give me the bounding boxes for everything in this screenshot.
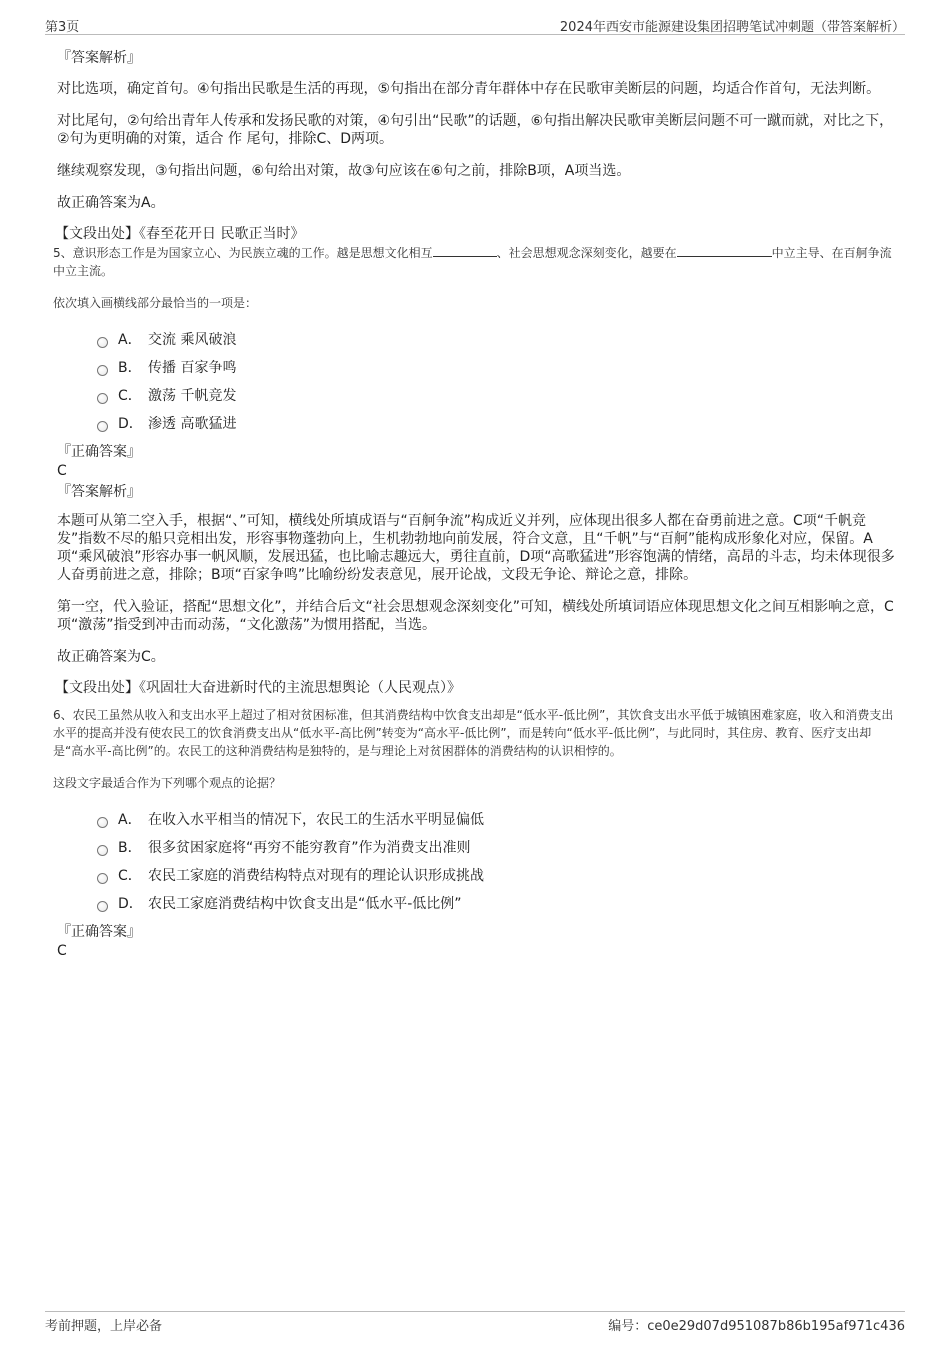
option-label: C． (118, 868, 142, 884)
question-prompt: 这段文字最适合作为下列哪个观点的论据？ (53, 776, 282, 790)
analysis-conclusion: 故正确答案为A。 (57, 195, 165, 211)
radio-icon[interactable] (97, 873, 108, 884)
question-stem-part: 、社会思想观念深刻变化，越要在 (496, 246, 677, 260)
page-footer (45, 1311, 905, 1334)
radio-icon[interactable] (97, 393, 108, 404)
option-text: 传播 百家争鸣 (148, 360, 237, 376)
option-c[interactable] (97, 382, 897, 410)
source-citation: 【文段出处】《巩固壮大奋进新时代的主流思想舆论（人民观点）》 (55, 680, 461, 696)
option-text: 渗透 高歌猛进 (148, 416, 237, 432)
correct-answer: C (57, 943, 67, 959)
answer-heading: 『正确答案』 (57, 924, 141, 940)
analysis-paragraph: 第一空，代入验证，搭配“思想文化”，并结合后文“社会思想观念深刻变化”可知，横线处所填词语应体现思想文化之间互相影响之意，C项“激荡”指受到冲击而动荡，“文化激荡”为惯用搭配，当选。 (57, 599, 894, 633)
option-d[interactable] (97, 890, 897, 918)
question-stem-part: 5、意识形态工作是为国家立心、为民族立魂的工作。越是思想文化相互 (53, 246, 433, 260)
analysis-conclusion: 故正确答案为C。 (57, 649, 165, 665)
page-number: 第3页 (45, 20, 80, 35)
page-header (45, 14, 905, 35)
option-d[interactable] (97, 410, 897, 438)
analysis-paragraph: 对比选项，确定首句。④句指出民歌是生活的再现，⑤句指出在部分青年群体中存在民歌审美断层的问题，均适合作首句，无法判断。 (57, 81, 881, 97)
option-label: B． (118, 360, 142, 376)
question-prompt: 依次填入画横线部分最恰当的一项是： (53, 296, 258, 310)
analysis-paragraph: 继续观察发现，③句指出问题，⑥句给出对策，故③句应该在⑥句之前，排除B项，A项当选。 (57, 163, 631, 179)
option-text: 农民工家庭的消费结构特点对现有的理论认识形成挑战 (148, 868, 484, 884)
answer-heading: 『正确答案』 (57, 444, 141, 460)
analysis-heading: 『答案解析』 (57, 484, 141, 500)
radio-icon[interactable] (97, 845, 108, 856)
option-text: 在收入水平相当的情况下，农民工的生活水平明显偏低 (148, 812, 484, 828)
radio-icon[interactable] (97, 365, 108, 376)
option-a[interactable] (97, 326, 897, 354)
option-text: 很多贫困家庭将“再穷不能穷教育”作为消费支出准则 (148, 840, 471, 856)
option-text: 交流 乘风破浪 (148, 332, 237, 348)
option-b[interactable] (97, 834, 897, 862)
analysis-paragraph: 对比尾句，②句给出青年人传承和发扬民歌的对策，④句引出“民歌”的话题，⑥句指出解决民歌审美断层问题不可一蹴而就，对比之下，②句为更明确的对策，适合 作 尾句，排除C、D两项。 (57, 113, 894, 147)
source-citation: 【文段出处】《春至花开日 民歌正当时》 (55, 226, 305, 242)
question-stem: 6、农民工虽然从收入和支出水平上超过了相对贫困标准，但其消费结构中饮食支出却是“低水平-低比例”，其饮食支出水平低于城镇困难家庭，收入和消费支出水平的提高并没有使农民工的饮食消费支出从“低水平-高比例”转变为“高水平-低比例”，而是转向“低水平-低比例”，与此同时，其住房、教育、医疗支出却是“高水平-高比例”的。农民工的这种消费结构是独特的，是与理论上对贫困群体的消费结构的认识相悖的。 (53, 708, 894, 758)
option-label: A． (118, 812, 142, 828)
radio-icon[interactable] (97, 337, 108, 348)
option-label: D． (118, 896, 143, 912)
option-b[interactable] (97, 354, 897, 382)
fill-blank (677, 244, 772, 257)
analysis-paragraph: 本题可从第二空入手，根据“、”可知，横线处所填成语与“百舸争流”构成近义并列，应体现出很多人都在奋勇前进之意。C项“千帆竞发”指数不尽的船只竞相出发，形容事物蓬勃向上，生机勃勃地向前发展，符合文意，且“千帆”与“百舸”能构成形象化对应，保留。A项“乘风破浪”形容办事一帆风顺，发展迅猛，也比喻志趣远大，勇往直前，D项“高歌猛进”形容饱满的情绪，高昂的斗志，均未体现很多人奋勇前进之意，排除；B项“百家争鸣”比喻纷纷发表意见，展开论战，文段无争论、辩论之意，排除。 (57, 513, 895, 583)
option-label: B． (118, 840, 142, 856)
footer-slogan: 考前押题，上岸必备 (45, 1319, 163, 1334)
analysis-heading: 『答案解析』 (57, 50, 141, 66)
option-list (97, 326, 897, 438)
document-id: 编号：ce0e29d07d951087b86b195af971c436 (608, 1319, 905, 1334)
option-list (97, 806, 897, 918)
option-label: D． (118, 416, 143, 432)
option-label: A． (118, 332, 142, 348)
question-stem-part: 中立主导、在百舸争流中立主流。 (53, 246, 892, 278)
question-stem (53, 244, 897, 280)
correct-answer: C (57, 463, 67, 479)
option-a[interactable] (97, 806, 897, 834)
option-c[interactable] (97, 862, 897, 890)
option-label: C． (118, 388, 142, 404)
radio-icon[interactable] (97, 817, 108, 828)
fill-blank (433, 244, 497, 257)
page-content (53, 48, 897, 960)
option-text: 激荡 千帆竞发 (148, 388, 237, 404)
radio-icon[interactable] (97, 901, 108, 912)
radio-icon[interactable] (97, 421, 108, 432)
document-title: 2024年西安市能源建设集团招聘笔试冲刺题（带答案解析） (559, 20, 905, 35)
option-text: 农民工家庭消费结构中饮食支出是“低水平-低比例” (148, 896, 462, 912)
